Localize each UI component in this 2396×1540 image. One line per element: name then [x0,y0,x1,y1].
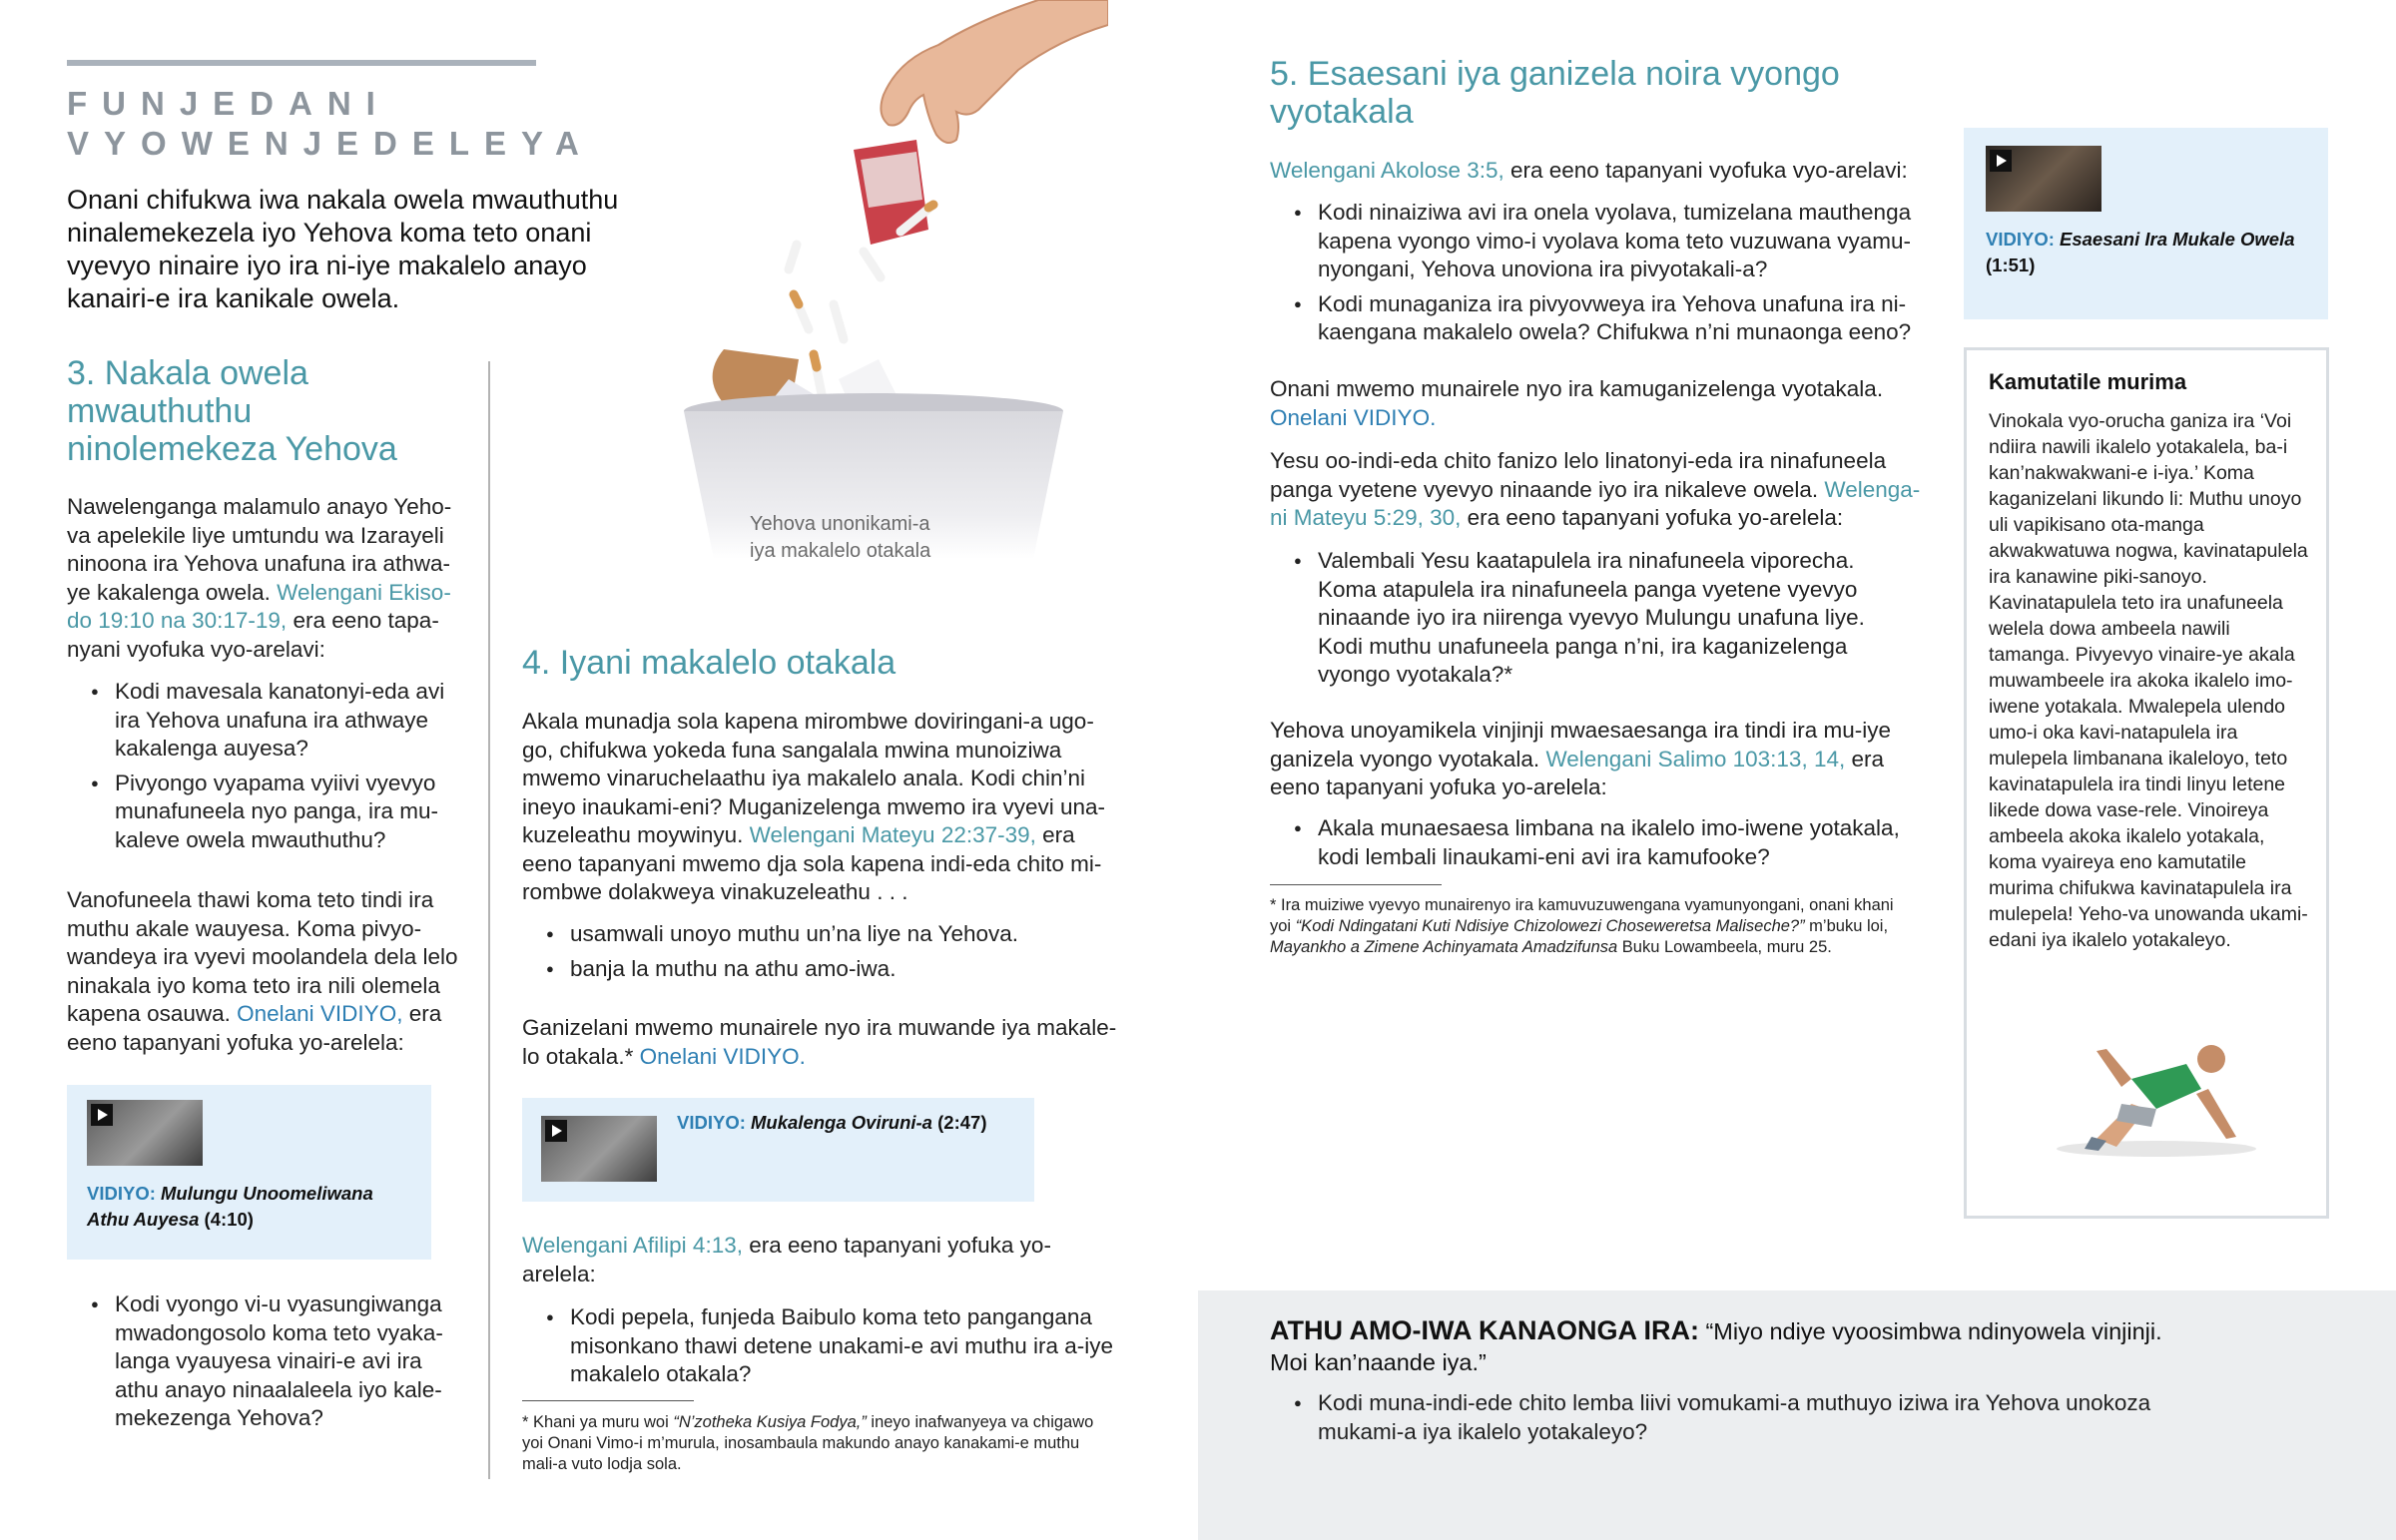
section-3-heading [67,354,397,468]
section-4-p3-tail: era eeno tapanyani yofuka yo-arelela: [522,1233,1051,1286]
section-3-heading-line3: ninolemekeza Yehova [67,430,397,468]
video-duration: (2:47) [937,1112,987,1133]
section-3-paragraph-2 [67,886,461,1057]
section-4-final-question [522,1303,1121,1395]
section-5-p2-text: Onani mwemo munairele nyo ira kamuganizelenga vyotakala. [1270,376,1884,401]
runner-illustration [2037,1009,2266,1159]
list-item: ● Kodi munaganiza ira pivyovweya ira Yehova unafuna ira ni-kaengana makalelo owela? Chifukwa n’ni munaonga eeno? [1270,290,1929,347]
list-item: ● Kodi pepela, funjeda Baibulo koma teto pangangana misonkano thawi detene unakami-e avi muthu ira a-iye makalelo otakala? [522,1303,1121,1389]
section-4-paragraph-1 [522,708,1121,907]
footnote-tail: ineyo inafwanyeya va chigawo yoi Onani Vimo-i m’murula, inosambaula makundo anayo kanakami-e muthu mali-a vuto lodja sola. [522,1413,1094,1473]
footnote [522,1412,1111,1475]
section-5-paragraph-4 [1270,717,1929,802]
section-5-question-list-2 [1270,547,1909,696]
footnote [1270,895,1919,958]
video-label: VIDIYO: [87,1183,156,1204]
play-icon[interactable] [91,1104,113,1126]
video-box-section-4[interactable] [522,1098,1034,1202]
video-thumbnail[interactable] [541,1116,657,1182]
footnote-title[interactable]: “N’zotheka Kusiya Fodya,” [673,1413,867,1431]
section-4-p1-text: Akala munadja sola kapena mirombwe doviringani-a ugo-go, chifukwa yokeda funa sangalala mwina munoiziwa mwemo vinaruchelaathu iya makalelo anala. Kodi chin’ni ineyo inaukami-eni? Muganizelenga mwemo ira vyevi una-kuzeleathu moywinyu. [522,709,1106,847]
video-box-section-3[interactable] [67,1085,431,1260]
play-icon[interactable] [1990,150,2012,172]
list-item: ● Kodi vyongo vi-u vyasungiwanga mwadongosolo koma teto vyaka-langa vyauyesa vinairi-e avi ira athu anayo ninaalaleela iyo kale-mekezenga Yehova? [67,1290,466,1433]
encouragement-sidebar [1964,347,2329,1219]
section-5-paragraph-3 [1270,447,1929,533]
video-duration: (4:10) [204,1209,254,1230]
image-caption [750,511,930,565]
image-caption-line1: Yehova unonikami-a [750,513,930,535]
section-4-paragraph-2 [522,1014,1121,1071]
scripture-link-matthew-5[interactable]: Welenga-ni Mateyu 5:29, 30, [1270,476,1921,530]
viewpoint-lead: ATHU AMO-IWA KANAONGA IRA: [1270,1315,1699,1345]
footnote-tail: Buku Lowambeela, muru 25. [1617,938,1832,956]
section-3-p2-text: Vanofuneela thawi koma teto tindi ira muthu akale wauyesa. Koma pivyo-wandeya ira vyevi moolandela dela lelo ninakala iyo koma teto ira nili olemela kapena osauwa. [67,887,458,1026]
section-5-heading-line2: vyotakala [1270,93,1414,131]
section-5-paragraph-1 [1270,157,1949,186]
video-label: VIDIYO: [1986,229,2055,250]
footnote-text: * Ira muiziwe vyevyo munairenyo ira kamuvuzuwengana vyamunyongani, onani khani yoi [1270,896,1894,935]
section-label-line1: FUNJEDANI [67,85,390,122]
hand-illustration [881,0,1108,143]
section-5-p1-tail: era eeno tapanyani vyofuka vyo-arelavi: [1503,158,1908,183]
section-3-p1-text: Nawelenganga malamulo anayo Yeho-va apelekile liye umtundu wa Izarayeli ninoona ira Yehova unafuna ira athwa-ye kakalenga owela. [67,494,452,605]
section-4-p2-text: Ganizelani mwemo munairele nyo ira muwande iya makale-lo otakala.* [522,1015,1117,1069]
scripture-link-philippians[interactable]: Welengani Afilipi 4:13, [522,1233,743,1258]
footnote-divider [1270,884,1442,885]
section-3-final-question [67,1290,466,1439]
list-item: ● Akala munaesaesa limbana na ikalelo imo-iwene yotakala, kodi lembali linaukami-eni avi ira kamufooke? [1270,814,1929,871]
list-item: ● Valembali Yesu kaatapulela ira ninafuneela viporecha. Koma atapulela ira ninafuneela panga vyetene vyevyo ninaande iyo ira niirenga vyevyo Mulungu unafuna liye. Kodi muthu unafuneela panga n’ni, ira kaganizelenga vyongo vyotakala?* [1270,547,1909,690]
viewpoint-quote: “Miyo ndiye vyoosimbwa ndinyowela vinjinji. Moi kan’naande iya.” [1270,1318,2162,1375]
footnote-text: * Khani ya muru woi [522,1413,674,1431]
section-4-heading: 4. Iyani makalelo otakala [522,644,897,682]
video-title[interactable]: Mukalenga Oviruni-a [751,1112,932,1133]
scripture-link-matthew-22[interactable]: Welengani Mateyu 22:37-39, [749,822,1036,847]
video-title[interactable]: Esaesani Ira Mukale Owela [2060,229,2295,250]
video-caption [677,1110,1026,1136]
list-item: ● usamwali unoyo muthu un’na liye na Yehova. [522,920,1121,949]
image-caption-line2: iya makalelo otakala [750,540,931,562]
scripture-link-psalm[interactable]: Welengani Salimo 103:13, 14, [1545,746,1846,771]
video-thumbnail[interactable] [1986,146,2101,212]
scripture-link-exodus[interactable]: Welengani Ekiso-do 19:10 na 30:17-19, [67,579,451,633]
section-3-paragraph-1 [67,493,461,664]
list-item: ● Pivyongo vyapama vyiivi vyevyo munafuneela nyo panga, ira mu-kaleve owela mwauthuthu? [67,770,466,855]
section-label [67,84,594,164]
section-5-heading-line1: 5. Esaesani iya ganizela noira vyongo [1270,55,1840,93]
watch-video-link[interactable]: Onelani VIDIYO. [639,1043,806,1069]
section-5-p3-text: Yesu oo-indi-eda chito fanizo lelo linatonyi-eda ira ninafuneela panga vyetene vyevyo ninaande iyo ira nikaleve owela. [1270,448,1887,502]
play-icon[interactable] [545,1120,567,1142]
section-3-heading-line2: mwauthuthu [67,392,253,430]
hand-trash-illustration [639,0,1108,559]
section-4-list [522,920,1121,989]
footnote-title[interactable]: “Kodi Ndingatani Kuti Ndisiye Chizolowezi Choseweretsa Maliseche?” [1295,917,1805,935]
video-duration: (1:51) [1986,255,2036,275]
section-4-paragraph-3 [522,1232,1081,1288]
footnote-book-title[interactable]: Mayankho a Zimene Achinyamata Amadzifunsa [1270,938,1618,956]
section-3-question-list [67,678,466,860]
viewpoint-text [1270,1315,2168,1378]
list-item: ● Kodi ninaiziwa avi ira onela vyolava, tumizelana mauthenga kapena vyongo vimo-i vyolava koma teto vuzuwana vyamu-nyongani, Yehova unoviona ira pivyotakali-a? [1270,199,1929,284]
section-label-line2: VYOWENJEDELEYA [67,125,594,162]
viewpoint-panel [1198,1290,2396,1540]
column-divider [488,361,490,1479]
viewpoint-question [1270,1389,2168,1452]
sidebar-title: Kamutatile murima [1989,369,2187,394]
video-thumbnail[interactable] [87,1100,203,1166]
section-5-heading [1270,55,1840,131]
section-5-question-list-3 [1270,814,1929,877]
footnote-divider [522,1400,694,1401]
video-box-section-5[interactable] [1964,128,2328,319]
list-item: ● banja la muthu na athu amo-iwa. [522,955,1121,984]
section-3-heading-line1: 3. Nakala owela [67,354,308,392]
watch-video-link[interactable]: Onelani VIDIYO, [237,1001,403,1026]
sidebar-text: Vinokala vyo-orucha ganiza ira ‘Voi ndiira nawili ikalelo yotakalela, ba-i kan’nakwakwani-e i-iya.’ Koma kaganizelani likundo li: Muthu unoyo uli vapikisano ota-manga akwakwatuwa nogwa, kavinatapulela ira kanawine piki-sanoyo. Kavinatapulela teto ira unafuneela welela dowa ambeela nawili tamanga. Pivyevyo vinaire-ye akala muwambeele ira akoka ikalelo imo-iwene yotakala. Mwalepela ulendo umo-i oka kavi-natapulela ira mulepela limbanana ikaleloyo, teto kavinatapulela ira tindi linyu letene likede dowa vase-rele. Vinoireya ambeela akoka ikalelo yotakala, koma vyaireya eno kamutatile murima chifukwa kavinatapulela ira mulepela! Yeho-va unowanda ukami-edani iya ikalelo yotakaleyo. [1989,410,2308,951]
watch-video-link[interactable]: Onelani VIDIYO. [1270,404,1437,430]
section-5-p3-tail: era eeno tapanyani yofuka yo-arelela: [1461,505,1844,530]
section-3-p2-tail: era eeno tapanyani yofuka yo-arelela: [67,1001,442,1055]
section-5-paragraph-2 [1270,375,1929,432]
section-top-rule [67,60,536,66]
scripture-link-colossians[interactable]: Welengani Akolose 3:5, [1270,158,1504,183]
section-5-question-list-1 [1270,199,1929,353]
video-title[interactable]: Mulungu Unoomeliwana Athu Auyesa [87,1183,373,1230]
section-3-p1-tail: era eeno tapa-nyani vyofuka vyo-arelavi: [67,608,439,662]
intro-paragraph: Onani chifukwa iwa nakala owela mwauthuthu ninalemekezela iyo Yehova koma teto onani vyevyo ninaire iyo ira ni-iye makalelo anayo kanairi-e ira kanikale owela. [67,185,619,313]
list-item: ● Kodi muna-indi-ede chito lemba liivi vomukami-a muthuyo iziwa ira Yehova unokoza mukami-a iya ikalelo yotakaleyo? [1270,1389,2168,1446]
list-item: ● Kodi mavesala kanatonyi-eda avi ira Yehova unafuna ira athwaye kakalenga auyesa? [67,678,466,764]
video-caption [1986,227,2315,278]
falling-cigarette-pack [854,140,928,245]
video-caption [87,1181,416,1233]
section-5-p4-tail: era eeno tapanyani yofuka yo-arelela: [1270,746,1885,799]
section-4-p1-tail: era eeno tapanyani mwemo dja sola kapena indi-eda chito mi-rombwe dolakweya vinakuzeleathu . . . [522,822,1102,904]
video-label: VIDIYO: [677,1112,746,1133]
footnote-mid: m’buku loi, [1804,917,1889,935]
section-5-p4-text: Yehova unoyamikela vinjinji mwaesaesanga ira tindi ira mu-iye ganizela vyongo vyotakala. [1270,718,1891,771]
